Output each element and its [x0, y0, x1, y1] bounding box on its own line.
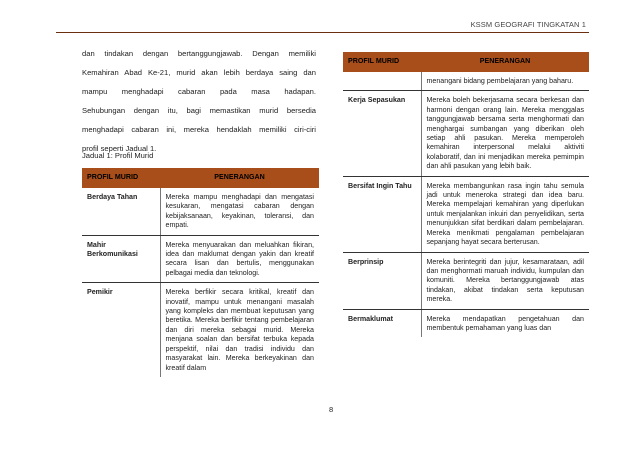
table-row-continuation	[343, 72, 589, 91]
profile-table-right	[343, 52, 589, 337]
table-row	[343, 252, 589, 309]
table-row	[343, 176, 589, 252]
profile-table-left	[82, 168, 319, 377]
column-header-profile: PROFIL MURID	[82, 168, 160, 188]
profile-description: Mereka mampu menghadapi dan mengatasi kesukaran, mengatasi cabaran dengan kebijaksanaan, keyakinan, toleransi, dan empati.	[160, 188, 319, 235]
table-row	[343, 91, 589, 176]
profile-name: Berprinsip	[343, 252, 421, 309]
profile-description: Mereka boleh bekerjasama secara berkesan dan harmoni dengan orang lain. Mereka menggalas tanggungjawab bersama serta menghormati dan menghargai sumbangan yang diberikan oleh setiap ahli pasukan. Mereka memperoleh kemahiran interpersonal melalui aktiviti kolaboratif, dan ini menjadikan mereka pemimpin dan ahli pasukan yang lebih baik.	[421, 91, 589, 176]
profile-name: Bermaklumat	[343, 309, 421, 337]
profile-description: Mereka berintegriti dan jujur, kesamarataan, adil dan menghormati maruah individu, kumpulan dan komuniti. Mereka bertanggungjawab atas tindakan, akibat tindakan serta keputusan mereka.	[421, 252, 589, 309]
intro-paragraph	[82, 44, 316, 158]
intro-line: profil seperti Jadual 1.	[82, 144, 157, 153]
intro-line: menghadapi cabaran ini, mereka hendaklah memiliki ciri-ciri	[82, 125, 316, 134]
page-number: 8	[329, 405, 334, 414]
intro-line: dan tindakan dengan bertanggungjawab. Dengan memiliki	[82, 49, 316, 58]
profile-name: Bersifat Ingin Tahu	[343, 176, 421, 252]
profile-description: Mereka mendapatkan pengetahuan dan membentuk pemahaman yang luas dan	[426, 314, 584, 332]
profile-description: menangani bidang pembelajaran yang baharu.	[421, 72, 589, 91]
table-header-row	[343, 52, 589, 72]
intro-line: Kemahiran Abad Ke-21, murid akan lebih berdaya saing dan	[82, 68, 316, 77]
profile-name: Pemikir	[82, 283, 160, 377]
column-header-profile: PROFIL MURID	[343, 52, 421, 72]
column-header-description: PENERANGAN	[421, 52, 589, 72]
profile-description: Mereka berfikir secara kritikal, kreatif dan inovatif, mampu untuk menangani masalah yang kompleks dan membuat keputusan yang beretika. Mereka berfikir tentang pembelajaran dan diri mereka sebagai murid. Mereka menjana soalan dan bersifat terbuka kepada perspektif, nilai dan tradisi individu dan masyarakat lain. Mereka berkeyakinan dan kreatif dalam	[165, 288, 314, 372]
intro-line: mampu menghadapi cabaran pada masa hadapan.	[82, 87, 316, 96]
table-row	[82, 235, 319, 283]
profile-name-empty	[343, 72, 421, 91]
table-row	[82, 188, 319, 235]
profile-description: Mereka menyuarakan dan meluahkan fikiran, idea dan maklumat dengan yakin dan kreatif secara lisan dan bertulis, menggunakan pelbagai media dan teknologi.	[160, 235, 319, 283]
profile-name: Kerja Sepasukan	[343, 91, 421, 176]
table-caption: Jadual 1: Profil Murid	[82, 151, 154, 160]
profile-description: Mereka membangunkan rasa ingin tahu semula jadi untuk meneroka strategi dan idea baru. Mereka mempelajari kemahiran yang diperlukan untuk menjalankan inkuiri dan penyelidikan, serta menunjukkan sifat berdikari dalam pembelajaran. Mereka menikmati pengalaman pembelajaran sepanjang hayat secara berterusan.	[421, 176, 589, 252]
column-header-description: PENERANGAN	[160, 168, 319, 188]
profile-name: Mahir Berkomunikasi	[82, 235, 160, 283]
running-header: KSSM GEOGRAFI TINGKATAN 1	[470, 20, 586, 29]
table-row	[343, 309, 589, 337]
table-row	[82, 283, 319, 377]
header-rule	[56, 32, 589, 33]
table-header-row	[82, 168, 319, 188]
intro-line: Sehubungan dengan itu, bagi memastikan murid bersedia	[82, 106, 316, 115]
profile-name: Berdaya Tahan	[82, 188, 160, 235]
